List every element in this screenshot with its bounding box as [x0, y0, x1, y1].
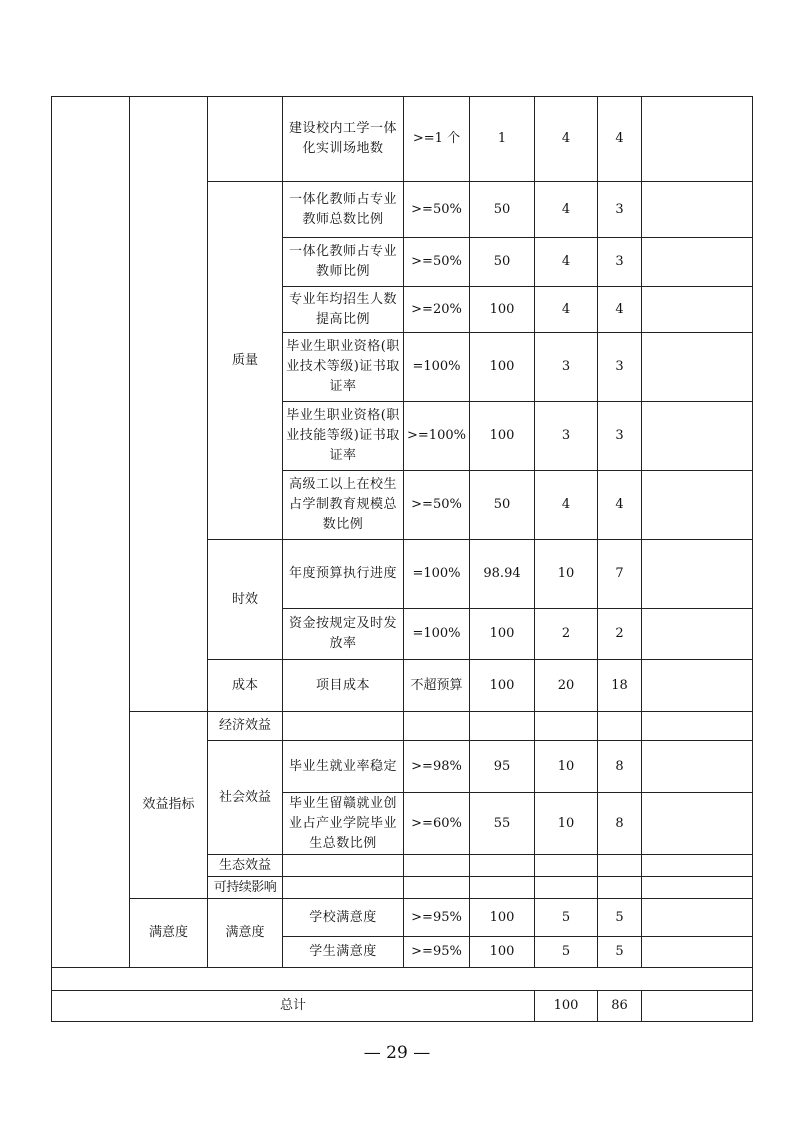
weight-cell: 5	[535, 899, 598, 937]
level3-cell: 可持续影响	[208, 877, 283, 899]
indicator-cell: 资金按规定及时发放率	[283, 609, 404, 660]
indicator-cell: 毕业生职业资格(职业技能等级)证书取证率	[283, 402, 404, 471]
level3-cell: 质量	[208, 182, 283, 540]
weight-cell	[535, 877, 598, 899]
actual-cell: 50	[470, 182, 535, 238]
score-cell: 3	[598, 402, 642, 471]
note-cell	[642, 609, 753, 660]
target-cell: >=95%	[404, 899, 470, 937]
indicator-cell: 年度预算执行进度	[283, 540, 404, 609]
table-row	[52, 97, 753, 182]
target-cell	[404, 712, 470, 741]
score-cell: 3	[598, 333, 642, 402]
actual-cell: 100	[470, 287, 535, 333]
indicator-cell: 项目成本	[283, 660, 404, 712]
indicator-cell: 高级工以上在校生占学制教育规模总数比例	[283, 471, 404, 540]
indicator-cell	[283, 712, 404, 741]
note-cell	[642, 712, 753, 741]
indicator-cell	[283, 877, 404, 899]
target-cell: >=100%	[404, 402, 470, 471]
weight-cell: 3	[535, 333, 598, 402]
total-row	[52, 991, 753, 1022]
note-cell	[642, 855, 753, 877]
actual-cell: 50	[470, 238, 535, 287]
score-cell: 18	[598, 660, 642, 712]
score-cell: 4	[598, 97, 642, 182]
target-cell: >=98%	[404, 741, 470, 793]
note-cell	[642, 877, 753, 899]
note-cell	[642, 97, 753, 182]
note-cell	[642, 471, 753, 540]
actual-cell: 1	[470, 97, 535, 182]
score-cell: 8	[598, 793, 642, 855]
score-cell	[598, 877, 642, 899]
total-weight: 100	[535, 991, 598, 1022]
note-cell	[642, 899, 753, 937]
score-cell: 3	[598, 182, 642, 238]
target-cell: =100%	[404, 333, 470, 402]
total-note	[642, 991, 753, 1022]
weight-cell	[535, 855, 598, 877]
actual-cell: 100	[470, 333, 535, 402]
target-cell: =100%	[404, 540, 470, 609]
weight-cell: 10	[535, 741, 598, 793]
level3-cell: 经济效益	[208, 712, 283, 741]
score-cell: 4	[598, 287, 642, 333]
score-cell	[598, 855, 642, 877]
level1-cell	[52, 97, 130, 968]
table-row	[52, 899, 753, 937]
target-cell	[404, 877, 470, 899]
note-cell	[642, 660, 753, 712]
indicator-cell: 一体化教师占专业教师比例	[283, 238, 404, 287]
target-cell: >=50%	[404, 182, 470, 238]
weight-cell: 2	[535, 609, 598, 660]
actual-cell: 95	[470, 741, 535, 793]
indicator-cell: 毕业生留赣就业创业占产业学院毕业生总数比例	[283, 793, 404, 855]
weight-cell: 4	[535, 471, 598, 540]
target-cell: >=60%	[404, 793, 470, 855]
weight-cell: 4	[535, 238, 598, 287]
level2-cell: 效益指标	[130, 712, 208, 899]
blank-row-cell	[52, 968, 753, 991]
actual-cell: 98.94	[470, 540, 535, 609]
level3-cell: 满意度	[208, 899, 283, 968]
weight-cell: 10	[535, 793, 598, 855]
target-cell: >=50%	[404, 471, 470, 540]
note-cell	[642, 540, 753, 609]
page-number: — 29 —	[363, 1043, 431, 1063]
actual-cell: 100	[470, 937, 535, 968]
note-cell	[642, 333, 753, 402]
weight-cell	[535, 712, 598, 741]
weight-cell: 10	[535, 540, 598, 609]
level3-cell: 成本	[208, 660, 283, 712]
weight-cell: 5	[535, 937, 598, 968]
score-cell: 7	[598, 540, 642, 609]
note-cell	[642, 402, 753, 471]
note-cell	[642, 741, 753, 793]
note-cell	[642, 793, 753, 855]
target-cell: 不超预算	[404, 660, 470, 712]
table-row	[52, 968, 753, 991]
level3-cell: 社会效益	[208, 741, 283, 855]
indicator-cell: 建设校内工学一体化实训场地数	[283, 97, 404, 182]
note-cell	[642, 182, 753, 238]
target-cell: >=1 个	[404, 97, 470, 182]
weight-cell: 20	[535, 660, 598, 712]
performance-evaluation-table	[51, 96, 753, 1022]
weight-cell: 3	[535, 402, 598, 471]
target-cell: >=20%	[404, 287, 470, 333]
score-cell: 8	[598, 741, 642, 793]
target-cell	[404, 855, 470, 877]
table-row	[52, 712, 753, 741]
indicator-cell	[283, 855, 404, 877]
actual-cell: 100	[470, 660, 535, 712]
level2-cell: 满意度	[130, 899, 208, 968]
target-cell: >=50%	[404, 238, 470, 287]
score-cell: 5	[598, 937, 642, 968]
target-cell: =100%	[404, 609, 470, 660]
level3-cell: 生态效益	[208, 855, 283, 877]
total-label: 总计	[52, 991, 535, 1022]
score-cell: 2	[598, 609, 642, 660]
indicator-cell: 学生满意度	[283, 937, 404, 968]
score-cell: 3	[598, 238, 642, 287]
indicator-cell: 毕业生就业率稳定	[283, 741, 404, 793]
weight-cell: 4	[535, 182, 598, 238]
actual-cell: 55	[470, 793, 535, 855]
actual-cell	[470, 712, 535, 741]
indicator-cell: 一体化教师占专业教师总数比例	[283, 182, 404, 238]
score-cell: 5	[598, 899, 642, 937]
note-cell	[642, 238, 753, 287]
score-cell: 4	[598, 471, 642, 540]
target-cell: >=95%	[404, 937, 470, 968]
note-cell	[642, 937, 753, 968]
score-cell	[598, 712, 642, 741]
level2-cell	[130, 97, 208, 712]
weight-cell: 4	[535, 97, 598, 182]
indicator-cell: 专业年均招生人数提高比例	[283, 287, 404, 333]
level3-cell: 时效	[208, 540, 283, 660]
total-score: 86	[598, 991, 642, 1022]
indicator-cell: 毕业生职业资格(职业技术等级)证书取证率	[283, 333, 404, 402]
actual-cell	[470, 855, 535, 877]
note-cell	[642, 287, 753, 333]
actual-cell: 100	[470, 402, 535, 471]
actual-cell: 100	[470, 899, 535, 937]
actual-cell: 100	[470, 609, 535, 660]
indicator-cell: 学校满意度	[283, 899, 404, 937]
actual-cell	[470, 877, 535, 899]
weight-cell: 4	[535, 287, 598, 333]
level3-cell	[208, 97, 283, 182]
actual-cell: 50	[470, 471, 535, 540]
